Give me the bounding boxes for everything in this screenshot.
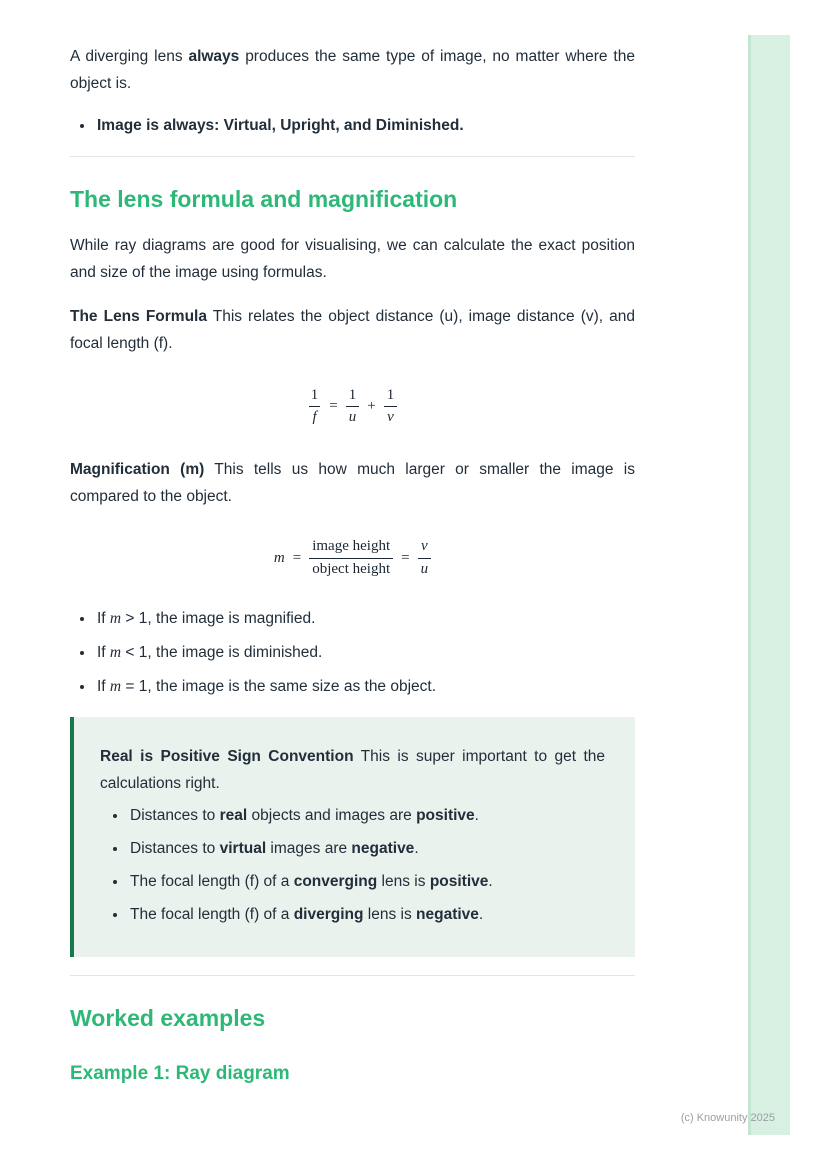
fraction bbox=[308, 387, 322, 427]
magnification-rules-list bbox=[70, 606, 635, 699]
bold-text: negative bbox=[351, 839, 415, 857]
text-segment: = 1, the image is the same size as the object. bbox=[121, 677, 437, 695]
text-segment: objects and images are bbox=[247, 806, 417, 824]
text-segment: lens is bbox=[363, 905, 417, 923]
fraction-numerator: 1 bbox=[386, 386, 395, 403]
sign-convention-list bbox=[100, 803, 605, 927]
text-segment: . bbox=[478, 905, 484, 923]
fraction-numerator: 1 bbox=[348, 386, 357, 403]
plus-sign: + bbox=[367, 398, 376, 414]
text-segment: This relates the object distance (u), image distance (v), and focal length (f). bbox=[70, 307, 635, 352]
text-segment: If bbox=[97, 677, 110, 695]
variable-m: m bbox=[109, 677, 122, 695]
list-item bbox=[95, 640, 635, 665]
intro-paragraph bbox=[70, 43, 635, 97]
text-segment: lens is bbox=[377, 872, 430, 890]
bold-text: always bbox=[188, 48, 240, 65]
text-segment: This tells us how much larger or smaller the image is compared to the object. bbox=[70, 461, 635, 506]
bold-text: negative bbox=[416, 905, 479, 923]
fraction bbox=[418, 538, 432, 578]
fraction bbox=[346, 387, 360, 427]
variable-m: m bbox=[109, 609, 122, 627]
side-decoration-band bbox=[748, 35, 790, 1135]
text-segment: Distances to bbox=[130, 806, 220, 824]
document-content bbox=[70, 0, 635, 1085]
text-segment: The focal length (f) of a bbox=[130, 905, 294, 923]
sub-heading-example-1: Example 1: Ray diagram bbox=[70, 1062, 290, 1084]
equals-sign: = bbox=[329, 398, 338, 414]
fraction bbox=[309, 538, 393, 578]
bold-text: Magnification (m) bbox=[70, 461, 205, 479]
callout-title-paragraph bbox=[100, 743, 605, 797]
footer-credit: (c) Knowunity 2025 bbox=[680, 1112, 775, 1124]
fraction-denominator: u bbox=[418, 558, 432, 578]
lens-intro-paragraph: While ray diagrams are good for visualising, we can calculate the exact position and size of the image using formulas. bbox=[70, 236, 635, 281]
section-heading-worked-examples: Worked examples bbox=[70, 1004, 266, 1031]
fraction-denominator: f bbox=[309, 406, 319, 426]
bold-text: The Lens Formula bbox=[70, 307, 207, 325]
fraction-denominator: v bbox=[384, 406, 397, 426]
text-segment: If bbox=[97, 609, 110, 627]
text-segment: > 1, the image is magnified. bbox=[121, 609, 316, 627]
lens-formula-equation bbox=[70, 387, 635, 427]
list-item bbox=[128, 902, 605, 927]
bold-text: converging bbox=[293, 872, 378, 890]
bold-text: real bbox=[219, 806, 248, 824]
list-item bbox=[128, 836, 605, 861]
equals-sign: = bbox=[292, 549, 302, 566]
section-heading-lens-formula: The lens formula and magnification bbox=[70, 186, 458, 212]
equals-sign: = bbox=[401, 549, 410, 566]
text-segment: < 1, the image is diminished. bbox=[121, 643, 323, 661]
fraction bbox=[384, 387, 398, 427]
text-segment: This is super important to get the calculations right. bbox=[100, 747, 605, 792]
text-segment: produces the same type of image, no matter where the object is. bbox=[70, 48, 635, 92]
lens-formula-paragraph bbox=[70, 303, 635, 357]
list-item bbox=[95, 674, 635, 699]
text-segment: . bbox=[488, 872, 493, 890]
section-divider bbox=[70, 156, 635, 157]
fraction-numerator: v bbox=[421, 538, 428, 555]
section-divider bbox=[70, 975, 635, 976]
fraction-denominator: u bbox=[346, 406, 360, 426]
fraction-numerator: 1 bbox=[310, 386, 319, 403]
text-segment: If bbox=[97, 643, 110, 661]
magnification-paragraph bbox=[70, 456, 635, 510]
variable-m: m bbox=[109, 643, 122, 661]
bold-text: Image is always: Virtual, Upright, and Diminished. bbox=[97, 117, 464, 134]
fraction-denominator: object height bbox=[309, 558, 393, 578]
text-segment: . bbox=[474, 806, 479, 824]
bold-text: virtual bbox=[219, 839, 267, 857]
fraction-numerator: image height bbox=[312, 538, 391, 555]
list-item bbox=[128, 869, 605, 894]
text-segment: images are bbox=[266, 839, 352, 857]
sign-convention-callout bbox=[70, 717, 635, 957]
magnification-equation bbox=[70, 538, 635, 578]
bold-text: Real is Positive Sign Convention bbox=[100, 747, 354, 765]
text-segment: . bbox=[414, 839, 419, 857]
text-segment: A diverging lens bbox=[70, 48, 189, 65]
bold-text: positive bbox=[416, 806, 475, 824]
variable-m: m bbox=[273, 549, 285, 566]
text-segment: Distances to bbox=[130, 839, 220, 857]
intro-bullet-list bbox=[70, 113, 635, 138]
list-item bbox=[95, 606, 635, 631]
text-segment: The focal length (f) of a bbox=[130, 872, 294, 890]
list-item bbox=[128, 803, 605, 828]
bold-text: positive bbox=[429, 872, 489, 890]
bold-text: diverging bbox=[293, 905, 364, 923]
list-item bbox=[95, 113, 635, 138]
